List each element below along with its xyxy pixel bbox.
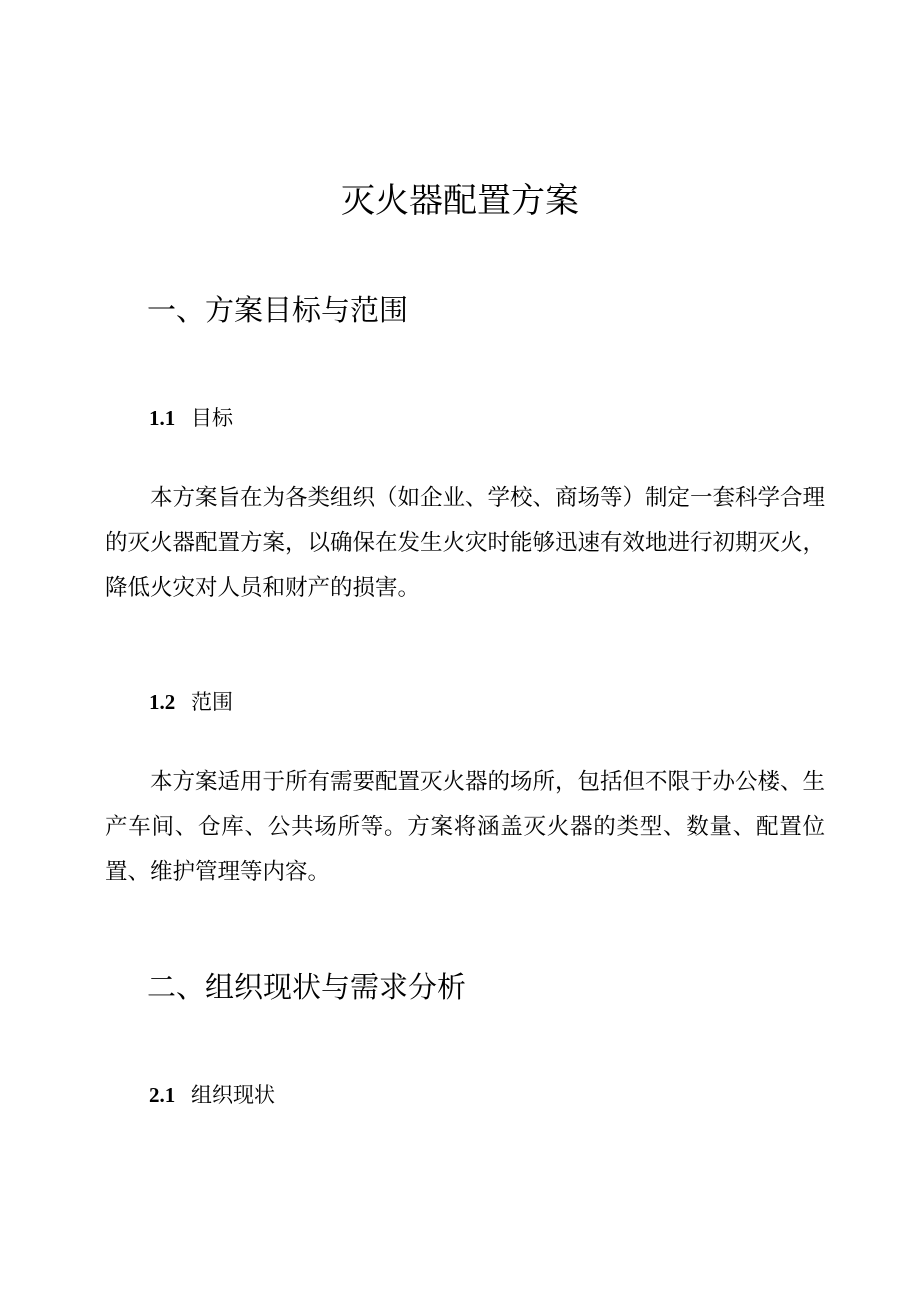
- section-heading-2: 二、组织现状与需求分析: [147, 970, 467, 1004]
- subsection-heading-2-1: [149, 1080, 275, 1110]
- subsection-label: 范围: [191, 690, 233, 714]
- subsection-label: 组织现状: [191, 1083, 275, 1107]
- paragraph-scope: 本方案适用于所有需要配置灭火器的场所，包括但不限于办公楼、生产车间、仓库、公共场所等。方案将涵盖灭火器的类型、数量、配置位置、维护管理等内容。: [105, 769, 826, 885]
- subsection-number: 2.1: [149, 1083, 176, 1107]
- subsection-heading-1-2: [149, 687, 233, 717]
- subsection-heading-1-1: [149, 403, 233, 433]
- paragraph-goal: 本方案旨在为各类组织（如企业、学校、商场等）制定一套科学合理的灭火器配置方案，以确保在发生火灾时能够迅速有效地进行初期灭火，降低火灾对人员和财产的损害。: [105, 485, 826, 601]
- subsection-label: 目标: [191, 406, 233, 430]
- section-heading-1: 一、方案目标与范围: [147, 293, 409, 327]
- subsection-number: 1.2: [149, 690, 176, 714]
- subsection-number: 1.1: [149, 406, 176, 430]
- document-title: 灭火器配置方案: [341, 181, 579, 221]
